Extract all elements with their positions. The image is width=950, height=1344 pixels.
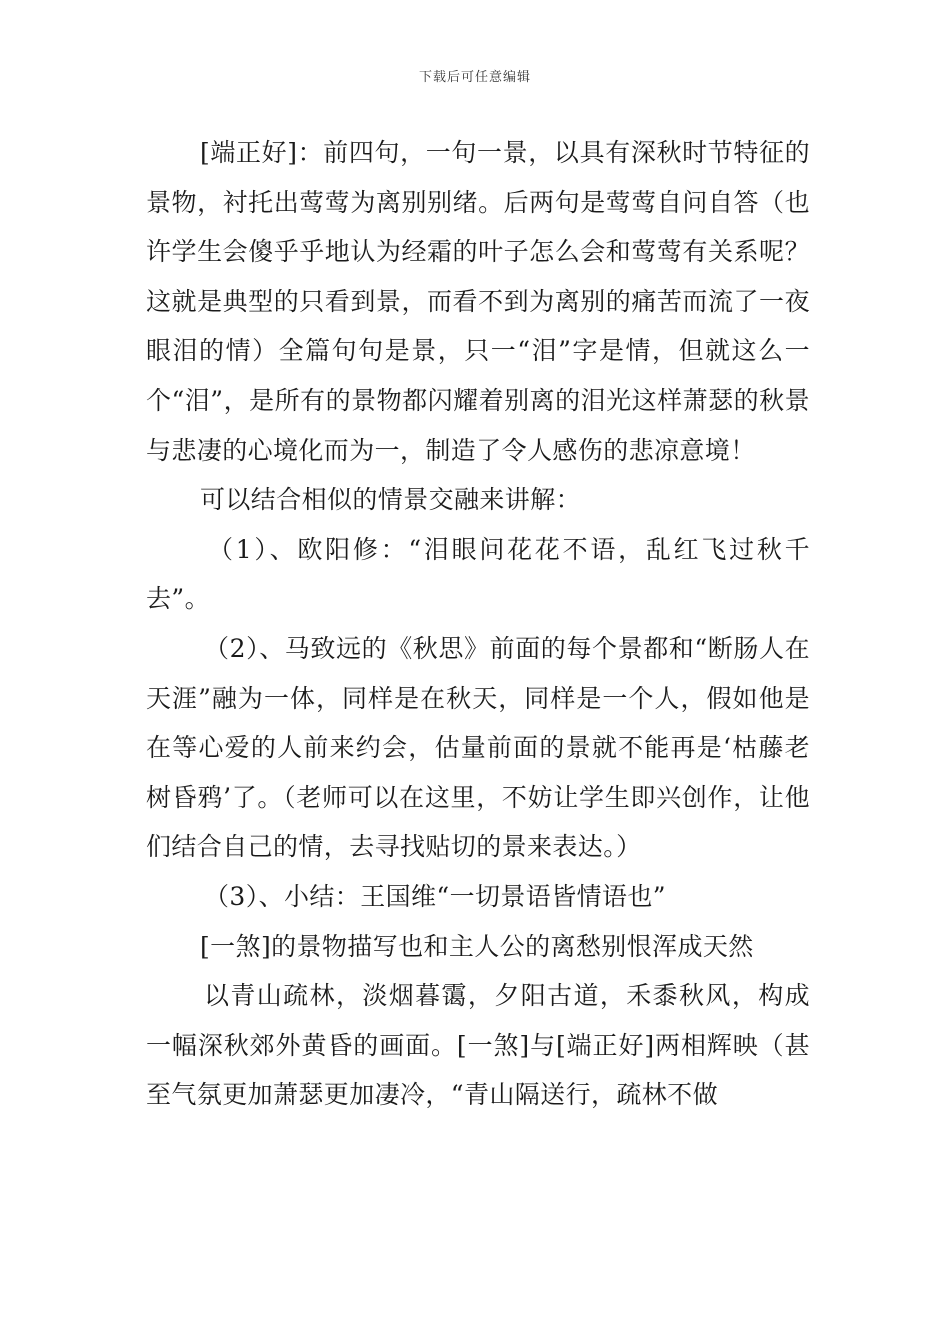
paragraph-scenery: 以青山疏林，淡烟暮霭，夕阳古道，禾黍秋风，构成一幅深秋郊外黄昏的画面。[一煞]与[端正好]两相辉映（甚至气氛更加萧瑟更加凄冷，“青山隔送行，疏林不做 <box>146 981 810 1110</box>
document-body <box>146 128 810 1120</box>
paragraph-item-3: （3）、小结：王国维“一切景语皆情语也” <box>204 881 666 911</box>
paragraph-item-1: （1）、欧阳修：“泪眼问花花不语，乱红飞过秋千去”。 <box>146 534 810 614</box>
page-header: 下载后可任意编辑 <box>418 70 531 85</box>
paragraph-duanzhenghao: [端正好]：前四句，一句一景，以具有深秋时节特征的景物，衬托出莺莺为离别别绪。后两句是莺莺自问自答（也许学生会傻乎乎地认为经霜的叶子怎么会和莺莺有关系呢？这就是典型的只看到景，而看不到为离别的痛苦而流了一夜眼泪的情）全篇句句是景，只一“泪”字是情，但就这么一个“泪”，是所有的景物都闪耀着别离的泪光这样萧瑟的秋景与悲凄的心境化而为一，制造了令人感伤的悲凉意境！ <box>146 138 810 465</box>
paragraph-yisha: [一煞]的景物描写也和主人公的离愁别恨浑成天然 <box>200 931 754 961</box>
paragraph-intro: 可以结合相似的情景交融来讲解： <box>200 485 582 515</box>
paragraph-item-2: （2）、马致远的《秋思》前面的每个景都和“断肠人在天涯”融为一体，同样是在秋天，同样是一个人，假如他是在等心爱的人前来约会，估量前面的景就不能再是‘枯藤老树昏鸦’了。（老师可以在这里，不妨让学生即兴创作，让他们结合自己的情，去寻找贴切的景来表达。） <box>146 633 810 862</box>
